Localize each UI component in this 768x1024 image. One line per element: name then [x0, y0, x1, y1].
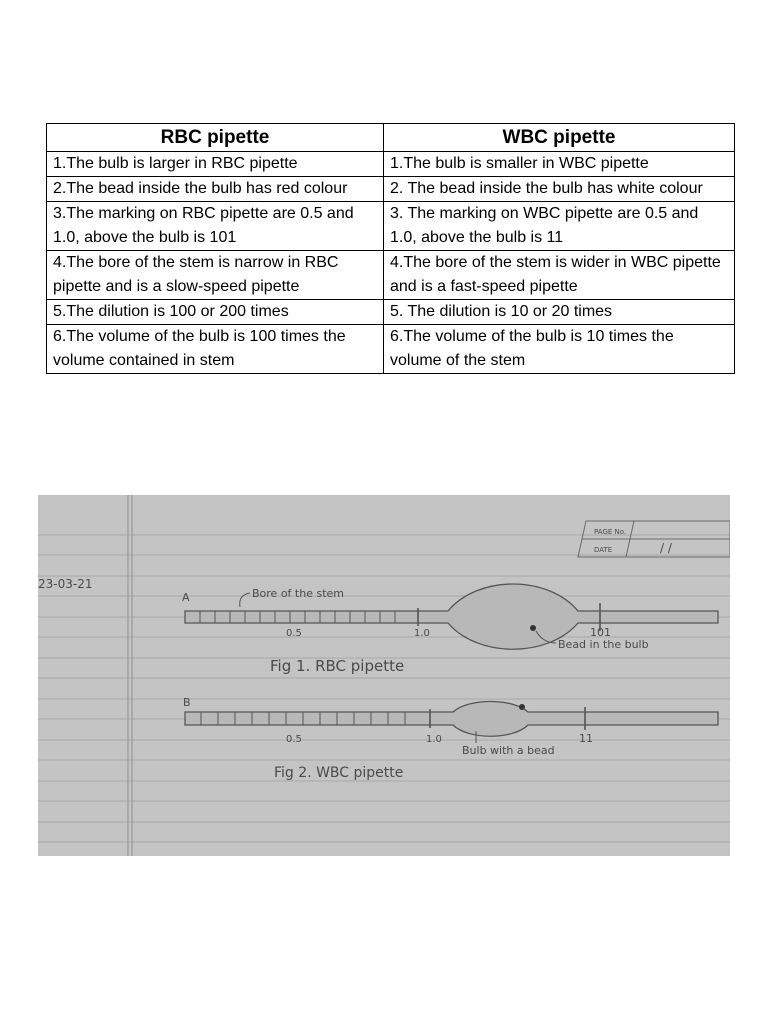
fig1-caption: Fig 1. RBC pipette: [270, 657, 405, 675]
table-row: [47, 152, 735, 177]
fig1-letter: A: [182, 591, 190, 604]
fig1-mark-05: 0.5: [286, 628, 302, 639]
bore-label: Bore of the stem: [252, 587, 344, 600]
fig1-mark-10: 1.0: [414, 628, 430, 639]
rbc-cell: 4.The bore of the stem is narrow in RBC pipette and is a slow-speed pipette: [47, 251, 384, 300]
header-rbc: RBC pipette: [47, 124, 384, 152]
bore-arrow-icon: [240, 593, 250, 607]
wbc-cell: 4.The bore of the stem is wider in WBC pipette and is a fast-speed pipette: [384, 251, 735, 300]
page-no-label: PAGE No.: [594, 528, 627, 536]
wbc-cell: 6.The volume of the bulb is 10 times the volume of the stem: [384, 325, 735, 374]
table-row: [47, 325, 735, 374]
fig2-mark-10: 1.0: [426, 734, 442, 745]
fig1-mark-101: 101: [590, 626, 611, 639]
fig2-mark-11: 11: [579, 732, 593, 745]
date-label: DATE: [594, 546, 613, 554]
table-row: [47, 300, 735, 325]
wbc-cell: 1.The bulb is smaller in WBC pipette: [384, 152, 735, 177]
table-row: [47, 177, 735, 202]
bulb-label: Bulb with a bead: [462, 744, 555, 757]
date-slashes: / /: [660, 541, 672, 555]
bead-label: Bead in the bulb: [558, 638, 649, 651]
wbc-pipette-drawing: [183, 696, 718, 781]
fig2-letter: B: [183, 696, 191, 709]
header-wbc: WBC pipette: [384, 124, 735, 152]
wbc-bead-icon: [519, 704, 525, 710]
wbc-cell: 2. The bead inside the bulb has white colour: [384, 177, 735, 202]
rbc-pipette-drawing: [182, 584, 718, 675]
rbc-cell: 6.The volume of the bulb is 100 times the volume contained in stem: [47, 325, 384, 374]
fig2-mark-05: 0.5: [286, 734, 302, 745]
comparison-table: [46, 123, 735, 374]
written-date: 23-03-21: [38, 577, 93, 591]
table-row: [47, 251, 735, 300]
rbc-bead-icon: [530, 625, 536, 631]
pipette-sketch: [38, 495, 730, 856]
table-row: [47, 202, 735, 251]
notebook-margin: [128, 495, 132, 856]
pipette-sketch-photo: [38, 495, 730, 856]
rbc-cell: 1.The bulb is larger in RBC pipette: [47, 152, 384, 177]
rbc-cell: 3.The marking on RBC pipette are 0.5 and 1.0, above the bulb is 101: [47, 202, 384, 251]
notebook-ruled-lines: [38, 535, 730, 842]
wbc-pipette-outline: [185, 702, 718, 737]
fig2-caption: Fig 2. WBC pipette: [274, 765, 404, 781]
wbc-cell: 3. The marking on WBC pipette are 0.5 and 1.0, above the bulb is 11: [384, 202, 735, 251]
rbc-cell: 2.The bead inside the bulb has red colour: [47, 177, 384, 202]
wbc-cell: 5. The dilution is 10 or 20 times: [384, 300, 735, 325]
rbc-cell: 5.The dilution is 100 or 200 times: [47, 300, 384, 325]
page-date-box: [578, 521, 730, 557]
table-header-row: [47, 124, 735, 152]
